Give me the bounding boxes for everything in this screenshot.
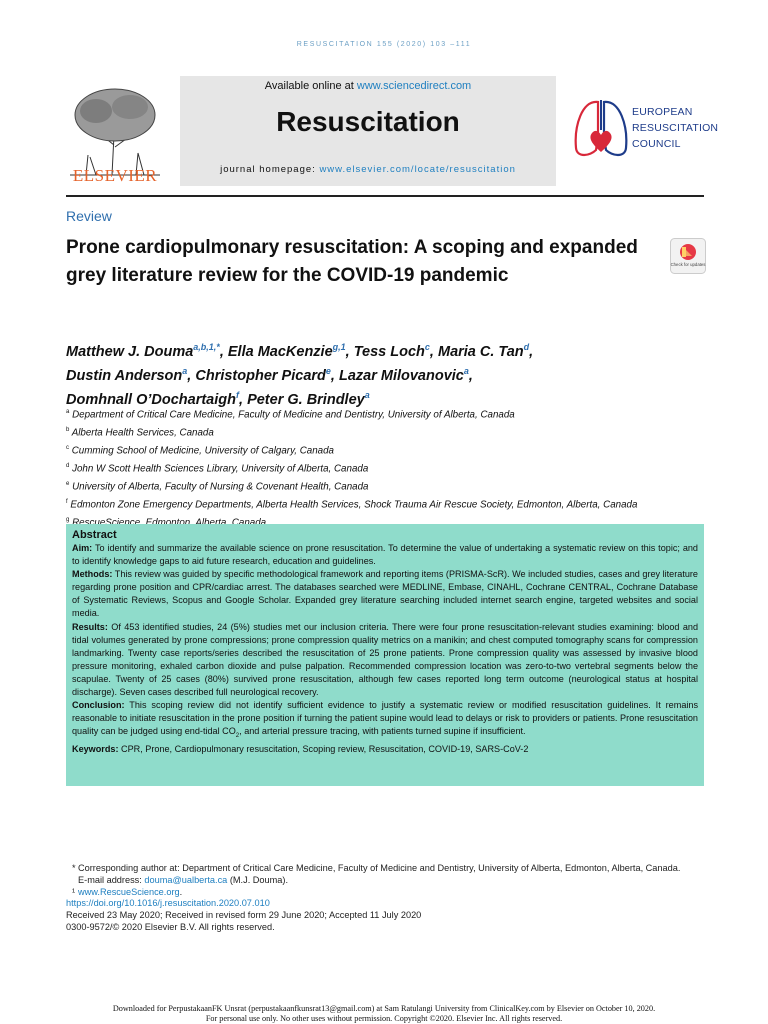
check-updates-label: Check for updates bbox=[670, 262, 706, 267]
abstract-box bbox=[66, 524, 704, 786]
available-prefix: Available online at bbox=[264, 80, 357, 92]
affiliation: $^c$ Cumming School of Medicine, University of Calgary, Canada bbox=[66, 445, 335, 457]
running-header: RESUSCITATION 155 (2020) 103 –111 bbox=[296, 41, 472, 48]
homepage-prefix: journal homepage: bbox=[220, 164, 320, 175]
affiliation: $^d$ John W Scott Health Sciences Library, University of Alberta, Canada bbox=[66, 463, 369, 475]
available-online bbox=[180, 80, 556, 92]
doi-link[interactable]: https://doi.org/10.1016/j.resuscitation.2020.07.010 bbox=[66, 898, 270, 909]
author: Maria C. Tan$^d$, bbox=[437, 342, 534, 360]
header-divider bbox=[66, 195, 704, 197]
author: Dustin Anderson$^a$, bbox=[66, 366, 196, 385]
journal-masthead bbox=[180, 76, 556, 186]
download-notice-line1: Downloaded for PerpustakaanFK Unsrat (perpustakaanfkunsrat13@gmail.com) at Sam Ratulangi University from ClinicalKey.com by Elsevier on October 10, 2020. bbox=[112, 1004, 656, 1013]
download-notice-line2: For personal use only. No other uses without permission. Copyright ©2020. Elsevier Inc. All rights reserved. bbox=[205, 1013, 563, 1023]
elsevier-wordmark: ELSEVIER bbox=[72, 166, 158, 185]
erc-line3: COUNCIL bbox=[632, 138, 681, 150]
abstract-keywords: Keywords: CPR, Prone, Cardiopulmonary resuscitation, Scoping review, Resuscitation, COVID-19, SARS-CoV-2 bbox=[72, 744, 529, 755]
erc-name bbox=[632, 104, 718, 152]
article-title: Prone cardiopulmonary resuscitation: A scoping and expanded grey literature review for the COVID-19 pandemic bbox=[66, 237, 638, 286]
affiliation: $^f$ Edmonton Zone Emergency Departments, Alberta Health Services, Shock Trauma Air Rescue Society, Edmonton, Alberta, Canada bbox=[66, 499, 638, 511]
erc-lungs-heart-icon bbox=[572, 96, 630, 164]
received-dates: Received 23 May 2020; Received in revised form 29 June 2020; Accepted 11 July 2020 bbox=[66, 910, 422, 921]
article-type: Review bbox=[66, 208, 112, 224]
author: Ella MacKenzie$^{g,1}$, bbox=[227, 342, 354, 360]
author: Christopher Picard$^e$, bbox=[195, 366, 339, 385]
journal-title: Resuscitation bbox=[276, 106, 460, 137]
abstract-heading: Abstract bbox=[72, 529, 117, 541]
issn-copyright: 0300-9572/© 2020 Elsevier B.V. All rights reserved. bbox=[66, 921, 275, 932]
affiliation: g bbox=[66, 517, 70, 524]
footnotes bbox=[66, 863, 706, 934]
affiliation: $^e$ University of Alberta, Faculty of Nursing & Covenant Health, Canada bbox=[66, 481, 369, 493]
erc-line1: EUROPEAN bbox=[632, 106, 693, 118]
download-notice bbox=[0, 1004, 768, 1023]
email-link[interactable]: douma@ualberta.ca bbox=[144, 874, 228, 885]
doi-line bbox=[66, 898, 706, 910]
journal-homepage bbox=[180, 164, 556, 175]
author-list bbox=[66, 338, 686, 411]
author: Tess Loch$^c$, bbox=[353, 342, 438, 360]
affiliation-list bbox=[66, 405, 726, 531]
affiliation: $^a$ Department of Critical Care Medicine, Faculty of Medicine and Dentistry, University of Alberta, Canada bbox=[66, 409, 515, 421]
check-for-updates-icon[interactable] bbox=[670, 238, 706, 274]
email-note: E-mail address: douma@ualberta.ca (M.J. Douma). bbox=[78, 874, 289, 885]
abstract-results: Results: Of 453 identified studies, 24 (5%) studies met our inclusion criteria. There were four prone resuscitation-relevant studies examining: blood and tidal volumes generated by prone compressions; prone compression quality metrics on a manikin; and chest computed tomography scans for compression landmarking. Twenty case reports/series described the resuscitation of 25 prone patients. Prone compression quality was assessed by invasive blood pressure monitoring, exhaled carbon dioxide and pulse palpation. Recommended compression location was zero-to-two vertebral segments below the scapulae. Twenty of 25 cases (80%) survived prone resuscitation, although few cases reported long term outcome (neurological status at hospital discharge). Seven cases described full neurological recovery. bbox=[72, 621, 698, 698]
affiliation: $^b$ Alberta Health Services, Canada bbox=[66, 427, 214, 439]
author: Matthew J. Douma$^{a,b,1,*}$, bbox=[66, 342, 228, 360]
abstract-methods: Methods: This review was guided by specific methodological framework and reporting items (PRISMA-ScR). We included studies, cases and grey literature regarding prone position and CPR/cardiac arrest. The databases searched were MEDLINE, Embase, CINAHL, Cochrane CENTRAL, Cochrane Database of Systematic Reviews, Scopus and Google Scholar. Expanded grey literature searching included internet search engine, targeted websites and social media. bbox=[72, 569, 698, 619]
rescuescience-link[interactable]: www.RescueScience.org bbox=[78, 886, 180, 897]
author: Lazar Milovanovic$^a$, bbox=[338, 366, 473, 385]
corresponding-author-note: * Corresponding author at: Department of Critical Care Medicine, Faculty of Medicine and Dentistry, University of Alberta, Edmonton, Alberta, Canada. bbox=[72, 863, 681, 873]
author: Peter G. Brindley$^a$ bbox=[247, 390, 370, 409]
homepage-link[interactable]: www.elsevier.com/locate/resuscitation bbox=[319, 164, 516, 175]
author: Domhnall O’Dochartaigh$^f$, bbox=[66, 390, 248, 409]
erc-line2: RESUSCITATION bbox=[632, 122, 719, 134]
abstract-conclusion: Conclusion: This scoping review did not identify sufficient evidence to justify a systematic review or modified resuscitation guidelines. It remains reasonable to initiate resuscitation in the prone position if turning the patient supine would lead to delays or risk to providers or patients. Prone resuscitation quality can be judged using end-tidal $CO_2$, and arterial pressure tracing, with patients turned supine if insufficient. bbox=[72, 700, 698, 740]
sciencedirect-link[interactable]: www.sciencedirect.com bbox=[356, 80, 472, 92]
website-note: ¹ www.RescueScience.org. bbox=[72, 886, 183, 897]
abstract-aim: Aim: To identify and summarize the available science on prone resuscitation. To determine the value of undertaking a systematic review on this topic; and to identify knowledge gaps to aid future research, education and guidelines. bbox=[72, 543, 698, 567]
